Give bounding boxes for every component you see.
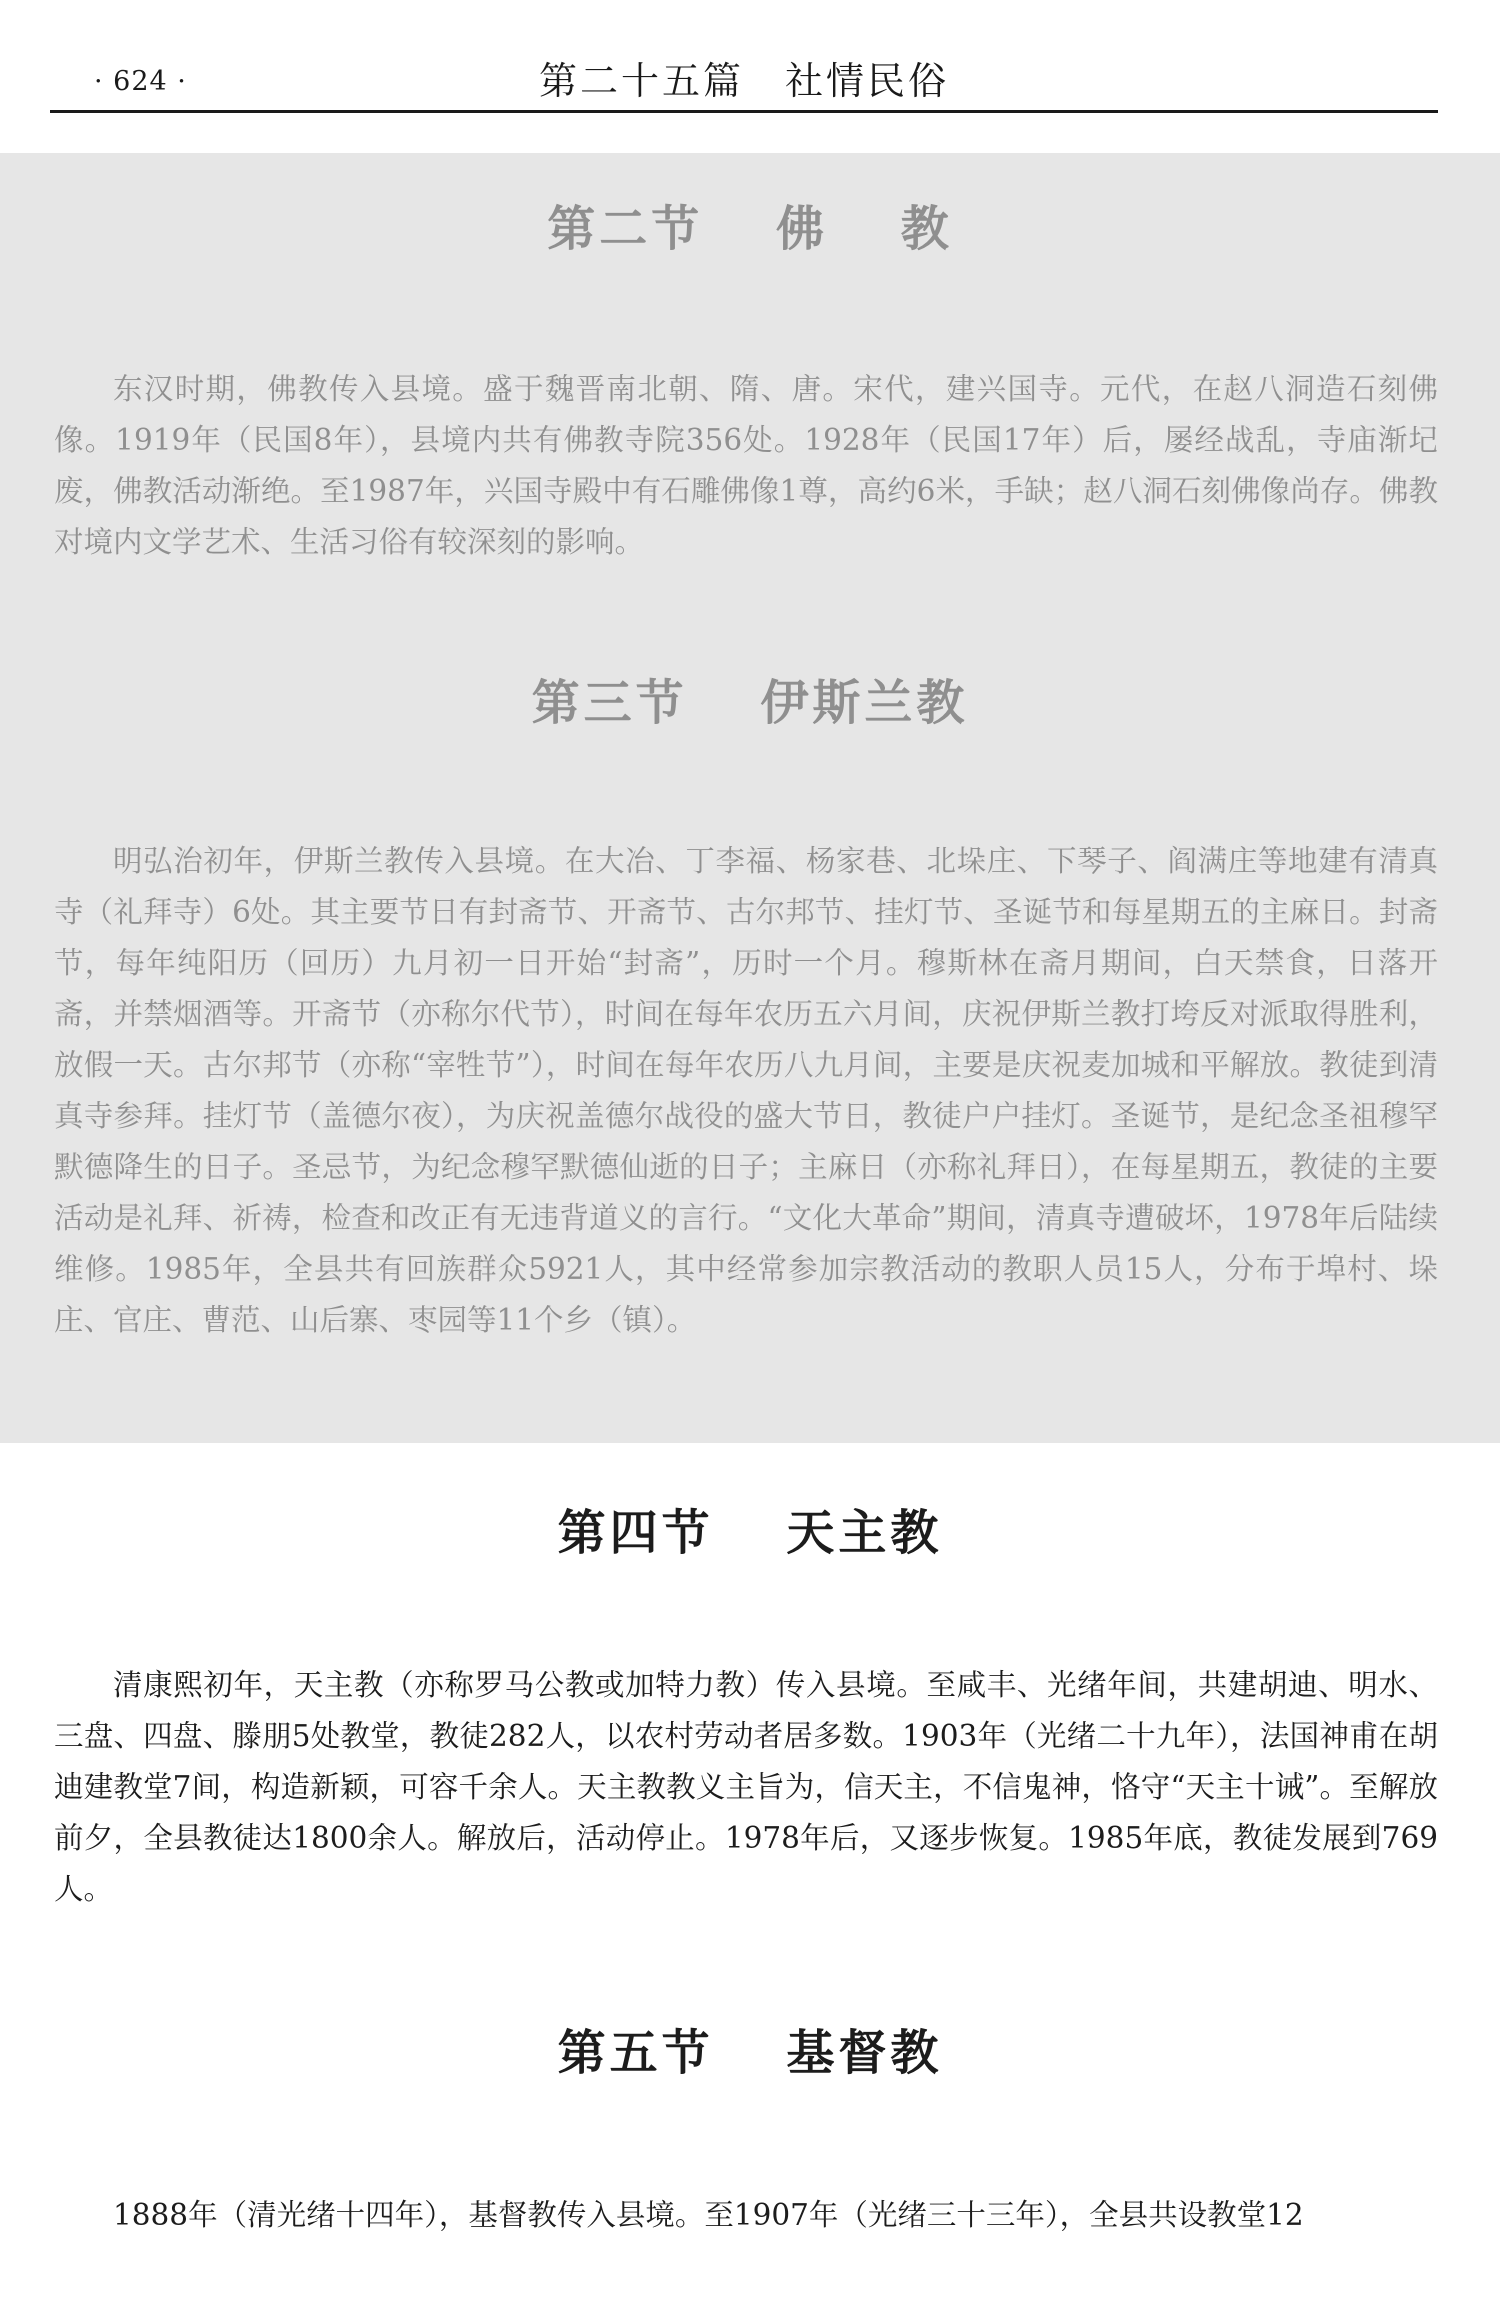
section-title-buddhism: 第二节 佛 教 [547,201,953,257]
paragraph-protestantism: 1888年（清光绪十四年），基督教传入县境。至1907年（光绪三十三年），全县共设教堂12 [113,2198,1304,2232]
running-title: 第二十五篇 社情民俗 [538,59,949,103]
section-title-catholicism: 第四节 天主教 [557,1505,943,1561]
page-header [50,44,1438,114]
paragraph-buddhism: 东汉时期，佛教传入县境。盛于魏晋南北朝、隋、唐。宋代，建兴国寺。元代，在赵八洞造石刻佛像。1919年（民国8年），县境内共有佛教寺院356处。1928年（民国17年）后，屡经战乱，寺庙渐圮废，佛教活动渐绝。至1987年，兴国寺殿中有石雕佛像1尊，高约6米，手缺；赵八洞石刻佛像尚存。佛教对境内文学艺术、生活习俗有较深刻的影响。 [54,372,1438,559]
section-title-islam: 第三节 伊斯兰教 [531,675,969,731]
paragraph-catholicism: 清康熙初年，天主教（亦称罗马公教或加特力教）传入县境。至咸丰、光绪年间，共建胡迪、明水、三盘、四盘、滕朋5处教堂，教徒282人，以农村劳动者居多数。1903年（光绪二十九年），法国神甫在胡迪建教堂7间，构造新颖，可容千余人。天主教教义主旨为，信天主，不信鬼神，恪守“天主十诫”。至解放前夕，全县教徒达1800余人。解放后，活动停止。1978年后，又逐步恢复。1985年底，教徒发展到769人。 [54,1668,1438,1906]
section-title-protestantism: 第五节 基督教 [557,2025,943,2081]
header-rule [50,110,1438,113]
page-number: · 624 · [94,66,187,97]
paragraph-islam: 明弘治初年，伊斯兰教传入县境。在大冶、丁李福、杨家巷、北垛庄、下琴子、阎满庄等地建有清真寺（礼拜寺）6处。其主要节日有封斋节、开斋节、古尔邦节、挂灯节、圣诞节和每星期五的主麻日。封斋节，每年纯阳历（回历）九月初一日开始“封斋”，历时一个月。穆斯林在斋月期间，白天禁食，日落开斋，并禁烟酒等。开斋节（亦称尔代节），时间在每年农历五六月间，庆祝伊斯兰教打垮反对派取得胜利，放假一天。古尔邦节（亦称“宰牲节”），时间在每年农历八九月间，主要是庆祝麦加城和平解放。教徒到清真寺参拜。挂灯节（盖德尔夜），为庆祝盖德尔战役的盛大节日，教徒户户挂灯。圣诞节，是纪念圣祖穆罕默德降生的日子。圣忌节，为纪念穆罕默德仙逝的日子；主麻日（亦称礼拜日），在每星期五，教徒的主要活动是礼拜、祈祷，检查和改正有无违背道义的言行。“文化大革命”期间，清真寺遭破坏，1978年后陆续维修。1985年，全县共有回族群众5921人，其中经常参加宗教活动的教职人员15人，分布于埠村、垛庄、官庄、曹范、山后寨、枣园等11个乡（镇）。 [54,844,1438,1337]
